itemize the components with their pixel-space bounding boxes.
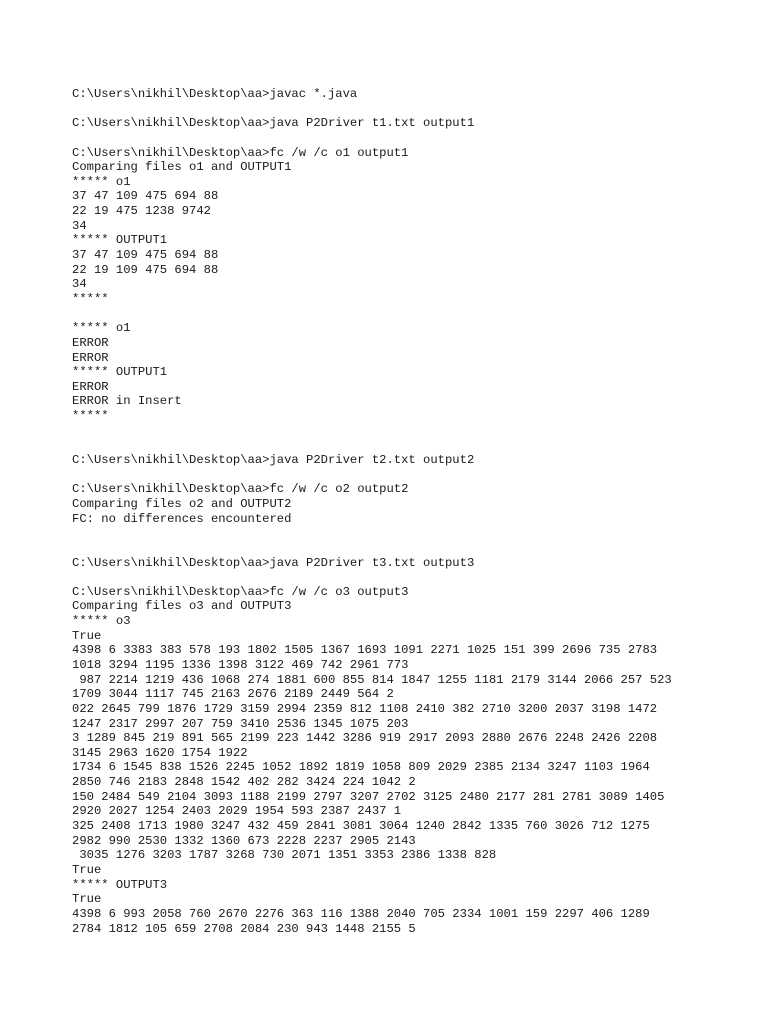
console-line	[72, 131, 752, 146]
console-line: 2784 1812 105 659 2708 2084 230 943 1448 2155 5	[72, 921, 416, 936]
console-line: 4398 6 3383 383 578 193 1802 1505 1367 1693 1091 2271 1025 151 399 2696 735 2783	[72, 643, 658, 658]
console-line: 37 47 109 475 694 88	[72, 189, 219, 204]
console-line: *****	[72, 291, 109, 306]
console-line: Comparing files o2 and OUTPUT2	[72, 496, 292, 511]
console-line	[72, 526, 752, 541]
console-line: 2850 746 2183 2848 1542 402 282 3424 224 1042 2	[72, 775, 416, 790]
console-line: 325 2408 1713 1980 3247 432 459 2841 3081 3064 1240 2842 1335 760 3026 712 1275	[72, 819, 650, 834]
console-line	[72, 307, 752, 322]
console-line: ***** OUTPUT1	[72, 365, 168, 380]
console-line: ***** o1	[72, 174, 131, 189]
console-line: 2920 2027 1254 2403 2029 1954 593 2387 2437 1	[72, 804, 402, 819]
console-line	[72, 102, 752, 117]
console-line: 4398 6 993 2058 760 2670 2276 363 116 1388 2040 705 2334 1001 159 2297 406 1289	[72, 906, 650, 921]
console-line: 22 19 475 1238 9742	[72, 204, 211, 219]
console-line: ERROR	[72, 350, 109, 365]
console-line: C:\Users\nikhil\Desktop\aa>fc /w /c o2 output2	[72, 482, 409, 497]
console-line: 22 19 109 475 694 88	[72, 262, 219, 277]
console-line: FC: no differences encountered	[72, 511, 292, 526]
console-line: 1734 6 1545 838 1526 2245 1052 1892 1819 1058 809 2029 2385 2134 3247 1103 1964	[72, 760, 650, 775]
console-line: ERROR	[72, 335, 109, 350]
console-line: 3035 1276 3203 1787 3268 730 2071 1351 3353 2386 1338 828	[72, 848, 497, 863]
console-line: ***** OUTPUT3	[72, 877, 168, 892]
console-line: True	[72, 628, 102, 643]
console-line: C:\Users\nikhil\Desktop\aa>java P2Driver t1.txt output1	[72, 116, 475, 131]
console-line	[72, 570, 752, 585]
console-line	[72, 541, 752, 556]
console-line: Comparing files o3 and OUTPUT3	[72, 599, 292, 614]
console-line: C:\Users\nikhil\Desktop\aa>fc /w /c o1 output1	[72, 145, 409, 160]
console-line	[72, 438, 752, 453]
console-line: C:\Users\nikhil\Desktop\aa>fc /w /c o3 output3	[72, 584, 409, 599]
console-line: Comparing files o1 and OUTPUT1	[72, 160, 292, 175]
console-line: C:\Users\nikhil\Desktop\aa>java P2Driver t2.txt output2	[72, 453, 475, 468]
console-line: ERROR in Insert	[72, 394, 182, 409]
console-line: 34	[72, 218, 87, 233]
console-line: ***** o3	[72, 614, 131, 629]
console-line: ERROR	[72, 379, 109, 394]
console-line: 1709 3044 1117 745 2163 2676 2189 2449 564 2	[72, 687, 394, 702]
console-line: *****	[72, 409, 109, 424]
console-line: 37 47 109 475 694 88	[72, 248, 219, 263]
console-transcript	[72, 87, 752, 936]
console-line: 150 2484 549 2104 3093 1188 2199 2797 3207 2702 3125 2480 2177 281 2781 3089 1405	[72, 789, 665, 804]
console-line: 2982 990 2530 1332 1360 673 2228 2237 2905 2143	[72, 833, 416, 848]
console-line	[72, 468, 752, 483]
console-line: ***** OUTPUT1	[72, 233, 168, 248]
console-line: 987 2214 1219 436 1068 274 1881 600 855 814 1847 1255 1181 2179 3144 2066 257 523	[72, 672, 672, 687]
console-line: C:\Users\nikhil\Desktop\aa>javac *.java	[72, 87, 358, 101]
console-line: True	[72, 892, 102, 907]
console-line: 022 2645 799 1876 1729 3159 2994 2359 812 1108 2410 382 2710 3200 2037 3198 1472	[72, 701, 658, 716]
console-line: ***** o1	[72, 321, 131, 336]
console-line: 3 1289 845 219 891 565 2199 223 1442 3286 919 2917 2093 2880 2676 2248 2426 2208	[72, 731, 658, 746]
console-line: 3145 2963 1620 1754 1922	[72, 745, 248, 760]
console-line: C:\Users\nikhil\Desktop\aa>java P2Driver t3.txt output3	[72, 555, 475, 570]
console-line: 1018 3294 1195 1336 1398 3122 469 742 2961 773	[72, 657, 409, 672]
console-line: 1247 2317 2997 207 759 3410 2536 1345 1075 203	[72, 716, 409, 731]
console-line: True	[72, 862, 102, 877]
console-line: 34	[72, 277, 87, 292]
console-line	[72, 424, 752, 439]
